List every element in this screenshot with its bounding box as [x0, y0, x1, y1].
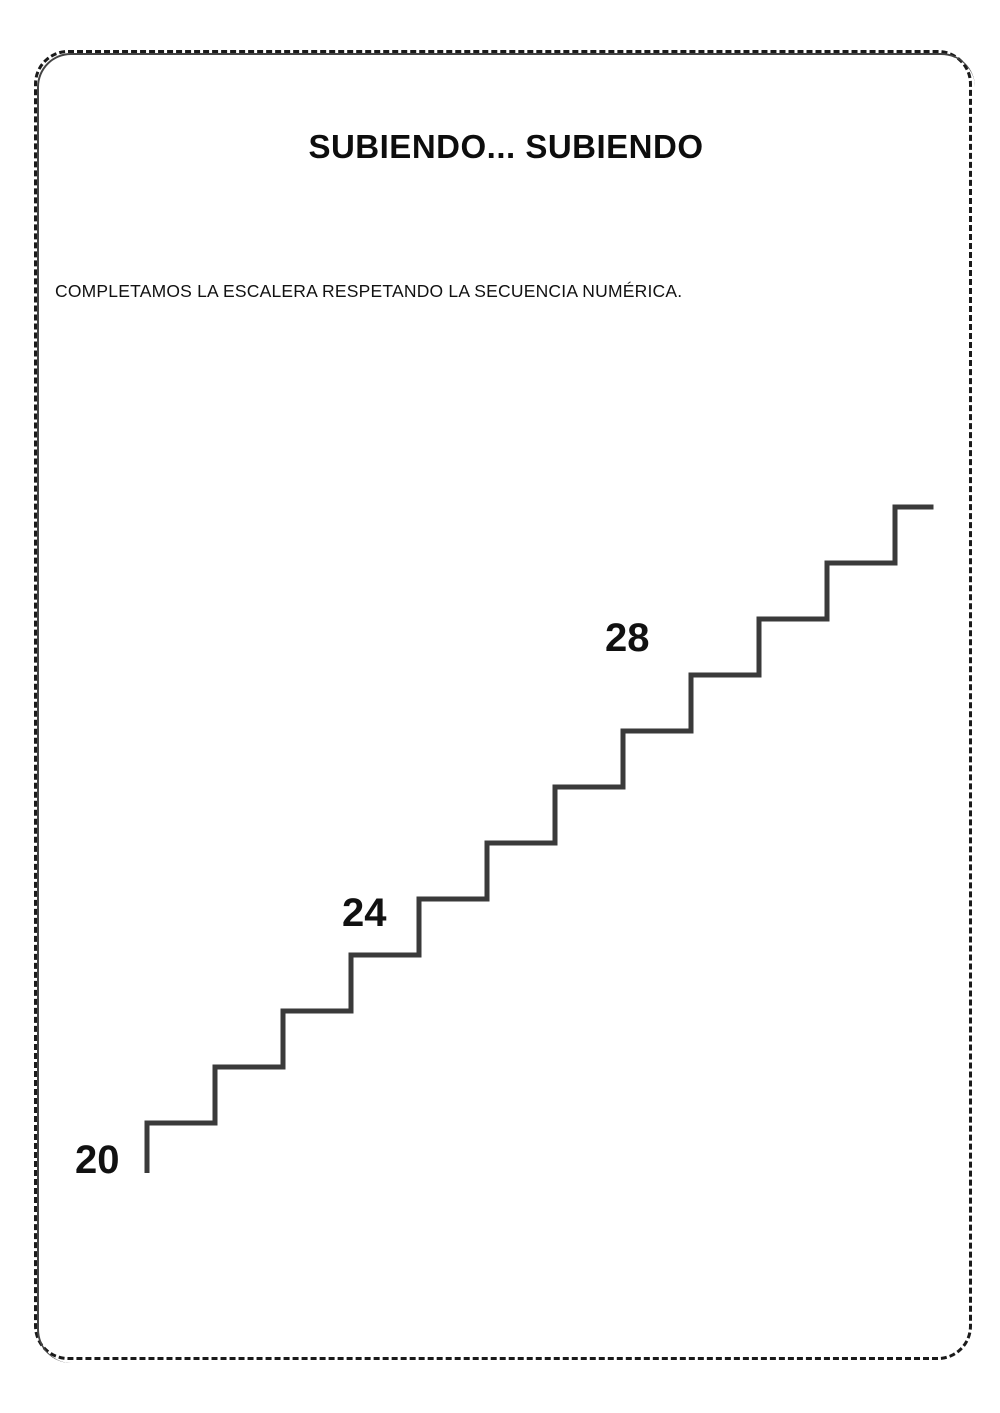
- worksheet-sheet: [34, 50, 972, 1360]
- step-number-20: 20: [75, 1138, 120, 1182]
- step-number-24: 24: [342, 891, 387, 935]
- instruction-text: COMPLETAMOS LA ESCALERA RESPETANDO LA SECUENCIA NUMÉRICA.: [55, 281, 683, 301]
- page-title: SUBIENDO... SUBIENDO: [308, 128, 704, 165]
- staircase-outline-icon: [37, 343, 975, 1173]
- staircase-figure: [37, 343, 975, 1182]
- step-number-28: 28: [605, 616, 650, 660]
